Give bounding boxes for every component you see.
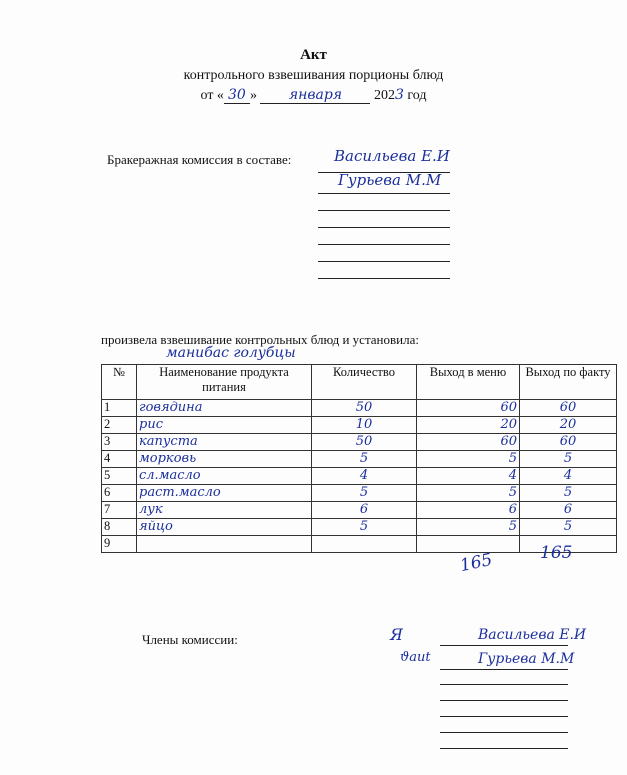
- date-line: [0, 87, 627, 104]
- commission-line-7: [318, 278, 450, 279]
- cell-menu-yield: 60: [417, 434, 520, 451]
- member-line-1: [440, 645, 568, 646]
- document-title: Акт: [300, 47, 327, 63]
- commission-label: Бракеражная комиссия в составе:: [107, 152, 292, 167]
- cell-actual-yield: 5: [520, 485, 617, 502]
- table-row: [102, 400, 617, 417]
- member-line-6: [440, 732, 568, 733]
- member-line-4: [440, 700, 568, 701]
- table-row: [102, 451, 617, 468]
- cell-number: 7: [102, 502, 137, 519]
- cell-product: капуста: [137, 434, 312, 451]
- header-product: Наименование продукта питания: [137, 365, 312, 400]
- header-number: №: [102, 365, 137, 400]
- cell-number: 9: [102, 536, 137, 553]
- date-year-digit: 3: [394, 87, 404, 103]
- cell-number: 4: [102, 451, 137, 468]
- cell-menu-yield: 4: [417, 468, 520, 485]
- table-header-row: [102, 365, 617, 400]
- table-row: [102, 434, 617, 451]
- table-row: [102, 502, 617, 519]
- member-name-1: Васильева Е.И: [478, 627, 587, 643]
- commission-name-2: Гурьева М.М: [338, 171, 442, 189]
- cell-product: раст.масло: [137, 485, 312, 502]
- document-subtitle: контрольного взвешивания порционы блюд: [183, 68, 444, 83]
- table-row: [102, 485, 617, 502]
- cell-menu-yield: 20: [417, 417, 520, 434]
- cell-product: рис: [137, 417, 312, 434]
- cell-menu-yield: [417, 536, 520, 553]
- cell-quantity: 50: [312, 434, 417, 451]
- total-menu-yield: 165: [458, 549, 495, 577]
- cell-number: 1: [102, 400, 137, 417]
- table-row: [102, 519, 617, 536]
- commission-line-2: [318, 193, 450, 194]
- cell-actual-yield: 60: [520, 400, 617, 417]
- date-suffix: год: [407, 88, 427, 103]
- date-mid: »: [249, 88, 257, 103]
- cell-quantity: 10: [312, 417, 417, 434]
- member-name-2: Гурьева М.М: [478, 651, 575, 667]
- cell-menu-yield: 5: [417, 451, 520, 468]
- dish-name: манибас голубцы: [166, 345, 296, 361]
- date-month: января: [260, 87, 370, 104]
- date-day: 30: [224, 87, 250, 104]
- table-row: [102, 417, 617, 434]
- commission-line-3: [318, 210, 450, 211]
- cell-quantity: 5: [312, 451, 417, 468]
- cell-menu-yield: 60: [417, 400, 520, 417]
- header-menu-yield: Выход в меню: [417, 365, 520, 400]
- intro-text: произвела взвешивание контрольных блюд и установила:: [101, 332, 419, 347]
- member-line-3: [440, 684, 568, 685]
- cell-quantity: 4: [312, 468, 417, 485]
- cell-quantity: 5: [312, 485, 417, 502]
- cell-product: говядина: [137, 400, 312, 417]
- cell-quantity: 50: [312, 400, 417, 417]
- cell-actual-yield: 6: [520, 502, 617, 519]
- cell-product: морковь: [137, 451, 312, 468]
- weighing-table: [101, 364, 617, 553]
- cell-number: 5: [102, 468, 137, 485]
- date-prefix: от «: [200, 88, 224, 103]
- commission-name-1: Васильева Е.И: [334, 147, 450, 165]
- cell-quantity: 6: [312, 502, 417, 519]
- signature-mark-1: Я: [390, 625, 403, 644]
- cell-product: [137, 536, 312, 553]
- total-actual-yield: 165: [540, 543, 573, 563]
- member-line-7: [440, 748, 568, 749]
- cell-actual-yield: 5: [520, 451, 617, 468]
- cell-number: 6: [102, 485, 137, 502]
- members-label: Члены комиссии:: [142, 632, 238, 647]
- commission-line-6: [318, 261, 450, 262]
- cell-quantity: 5: [312, 519, 417, 536]
- cell-actual-yield: 60: [520, 434, 617, 451]
- date-year-prefix: 202: [373, 88, 395, 103]
- cell-actual-yield: 20: [520, 417, 617, 434]
- header-actual-yield: Выход по факту: [520, 365, 617, 400]
- cell-product: яйцо: [137, 519, 312, 536]
- cell-product: лук: [137, 502, 312, 519]
- cell-number: 3: [102, 434, 137, 451]
- cell-actual-yield: 5: [520, 519, 617, 536]
- cell-menu-yield: 6: [417, 502, 520, 519]
- cell-number: 2: [102, 417, 137, 434]
- signature-mark-2: ϑaut: [400, 650, 431, 665]
- member-line-2: [440, 669, 568, 670]
- commission-line-5: [318, 244, 450, 245]
- cell-product: сл.масло: [137, 468, 312, 485]
- cell-quantity: [312, 536, 417, 553]
- cell-menu-yield: 5: [417, 485, 520, 502]
- cell-number: 8: [102, 519, 137, 536]
- cell-actual-yield: 4: [520, 468, 617, 485]
- header-quantity: Количество: [312, 365, 417, 400]
- commission-line-4: [318, 227, 450, 228]
- cell-menu-yield: 5: [417, 519, 520, 536]
- table-row: [102, 468, 617, 485]
- member-line-5: [440, 716, 568, 717]
